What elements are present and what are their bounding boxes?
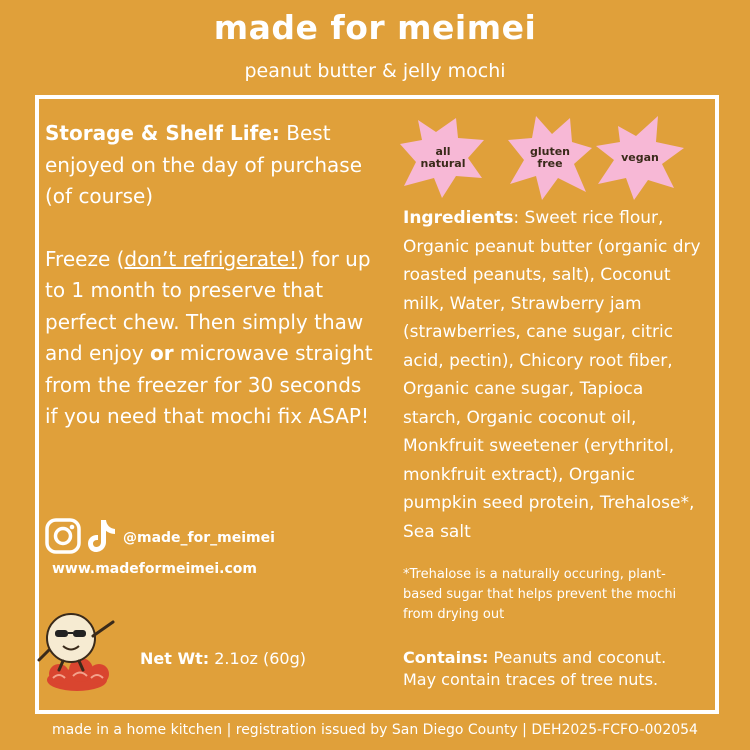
net-weight-label: Net Wt:	[140, 649, 210, 668]
net-weight-value: 2.1oz (60g)	[209, 649, 306, 668]
storage-paragraph-1	[45, 118, 380, 213]
badge-vegan	[594, 114, 686, 202]
storage-text-2b: ) for up to 1 month to preserve that perfect chew. Then simply thaw and enjoy	[45, 246, 371, 365]
storage-section	[45, 118, 380, 433]
website-link[interactable]: www.madeformeimei.com	[52, 561, 257, 577]
badge-all-natural	[398, 114, 488, 202]
badge-text-1: vegan	[621, 151, 659, 164]
contains-text: Peanuts and coconut. May contain traces of tree nuts.	[403, 648, 667, 689]
storage-or: or	[149, 341, 174, 365]
badge-text-1: all	[435, 145, 451, 158]
storage-heading: Storage & Shelf Life:	[45, 121, 280, 145]
product-subtitle: peanut butter & jelly mochi	[244, 60, 506, 82]
footer-registration: made in a home kitchen | registration issued by San Diego County | DEH2025-FCFO-002054	[52, 722, 698, 738]
badge-gluten-free	[506, 114, 594, 202]
ingredients	[403, 204, 703, 546]
tiktok-icon[interactable]	[87, 518, 119, 558]
allergen-contains	[403, 647, 703, 691]
cloud-icon	[47, 658, 109, 691]
contains-label: Contains:	[403, 648, 489, 667]
net-weight	[140, 649, 306, 668]
storage-text-2c: microwave straight from the freezer for 30 seconds if you need that mochi fix ASAP!	[45, 341, 373, 428]
storage-text-1: Best enjoyed on the day of purchase (of course)	[45, 121, 363, 208]
badge-text-2: free	[537, 157, 563, 170]
ingredients-text: : Sweet rice flour, Organic peanut butter (organic dry roasted peanuts, salt), Coconut milk, Water, Strawberry jam (strawberries, cane sugar, citric acid, pectin), Chicory root fiber, Organic cane sugar, Tapioca starch, Organic coconut oil, Monkfruit sweetener (erythritol, monkfruit extract), Organic pumpkin seed protein, Trehalose*, Sea salt	[403, 208, 701, 542]
mochi-character-icon	[39, 614, 113, 670]
instagram-icon[interactable]	[45, 518, 81, 558]
ingredients-label: Ingredients	[403, 208, 514, 228]
badge-text-1: gluten	[529, 145, 571, 158]
brand-title: made for meimei	[213, 8, 537, 47]
badge-text-2: natural	[420, 157, 466, 170]
social-handle[interactable]: @made_for_meimei	[123, 530, 275, 546]
storage-warning: don’t refrigerate!	[124, 246, 298, 271]
storage-paragraph-2	[45, 244, 380, 433]
storage-text-2a: Freeze (	[45, 246, 125, 271]
mochi-mascot-illustration	[35, 608, 130, 702]
badges	[398, 114, 688, 204]
trehalose-note: *Trehalose is a naturally occuring, plant-based sugar that helps prevent the mochi from drying out	[403, 567, 677, 622]
